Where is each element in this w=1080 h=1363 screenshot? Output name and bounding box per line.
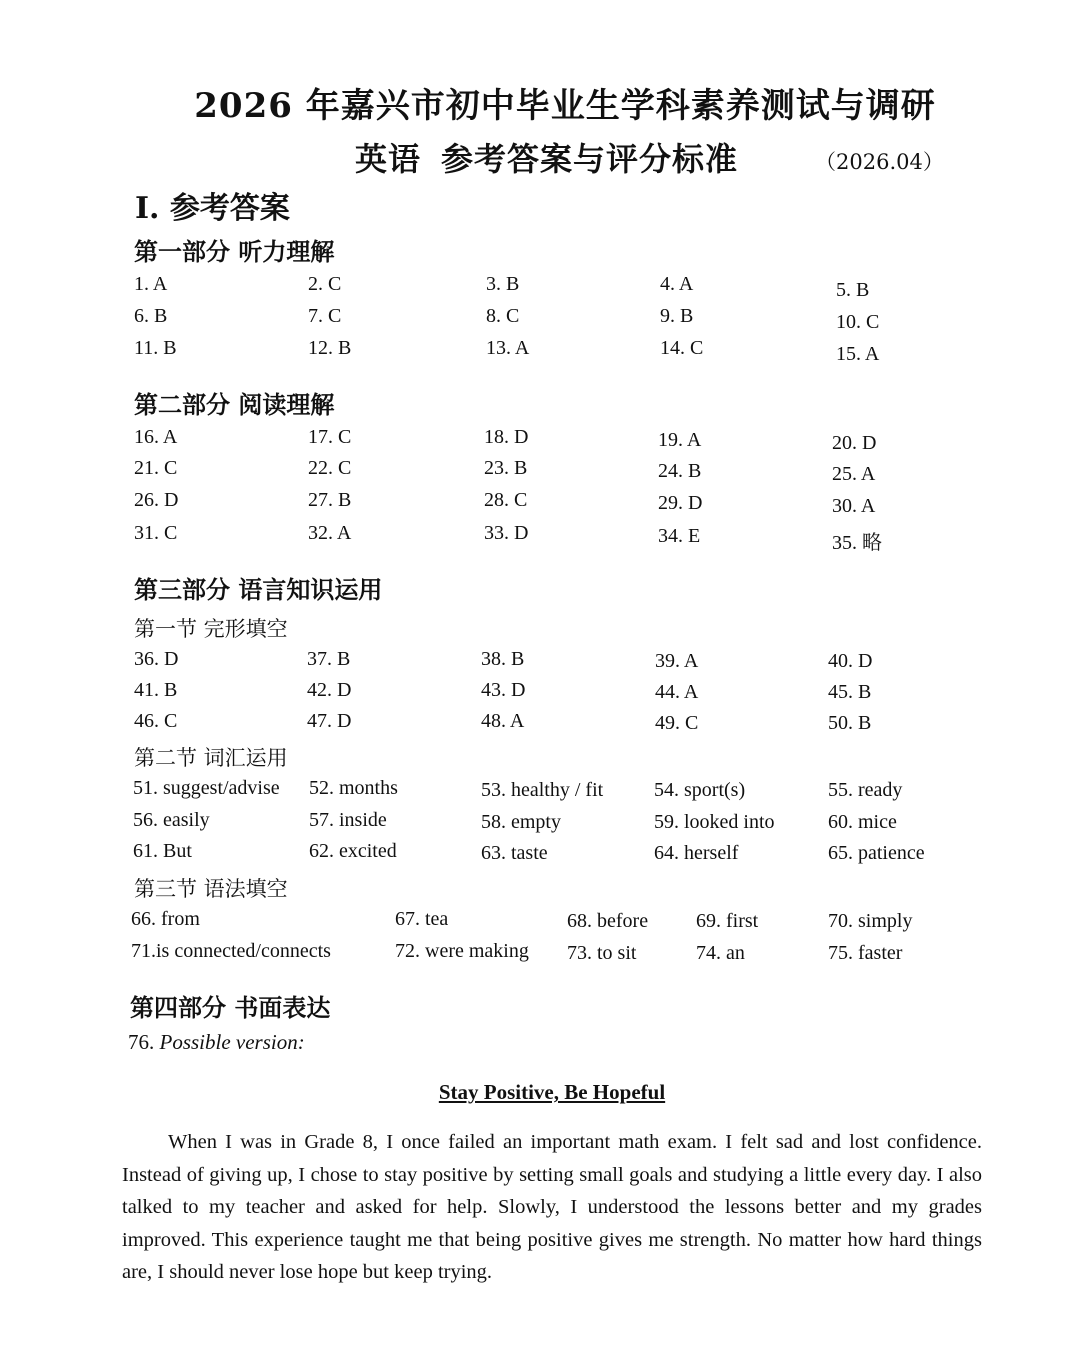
answer-item: 32. A xyxy=(308,522,352,544)
answer-row xyxy=(0,305,1080,335)
answer-row xyxy=(0,809,1080,839)
answer-item: 47. D xyxy=(307,710,352,732)
answer-item: 68. before xyxy=(567,910,649,932)
part3-section2-title: 第二节 词汇运用 xyxy=(134,746,288,770)
answer-item: 29. D xyxy=(658,492,703,514)
answer-row xyxy=(0,940,1080,970)
answer-item: 58. empty xyxy=(481,811,561,833)
answer-item: 4. A xyxy=(660,273,694,295)
answer-item: 54. sport(s) xyxy=(654,779,746,801)
part3-title: 第三部分 语言知识运用 xyxy=(134,575,383,604)
section-heading: I. 参考答案 xyxy=(135,191,290,226)
answer-item: 33. D xyxy=(484,522,529,544)
answer-item: 70. simply xyxy=(828,910,913,932)
answer-item: 17. C xyxy=(308,426,352,448)
answer-item: 7. C xyxy=(308,305,342,327)
subtitle-subject: 英语 xyxy=(355,140,422,178)
answer-item: 69. first xyxy=(696,910,759,932)
answer-item: 62. excited xyxy=(309,840,397,862)
answer-item: 31. C xyxy=(134,522,178,544)
answer-item: 74. an xyxy=(696,942,745,964)
answer-row xyxy=(0,522,1080,552)
question-76-label xyxy=(128,1030,305,1055)
answer-item: 1. A xyxy=(134,273,168,295)
answer-item: 19. A xyxy=(658,429,702,451)
answer-item: 12. B xyxy=(308,337,352,359)
answer-item: 5. B xyxy=(836,279,870,301)
answer-item: 46. C xyxy=(134,710,178,732)
answer-item: 26. D xyxy=(134,489,179,511)
answer-item: 61. But xyxy=(133,840,192,862)
part2-title: 第二部分 阅读理解 xyxy=(134,390,335,419)
answer-item: 40. D xyxy=(828,650,873,672)
answer-item: 10. C xyxy=(836,311,880,333)
answer-item: 50. B xyxy=(828,712,872,734)
answer-item: 64. herself xyxy=(654,842,739,864)
answer-item: 39. A xyxy=(655,650,699,672)
answer-item: 49. C xyxy=(655,712,699,734)
answer-row xyxy=(0,337,1080,367)
answer-item: 43. D xyxy=(481,679,526,701)
answer-row xyxy=(0,426,1080,456)
answer-row xyxy=(0,908,1080,938)
exam-date: （2026.04） xyxy=(815,150,944,174)
answer-item: 55. ready xyxy=(828,779,903,801)
answer-item: 57. inside xyxy=(309,809,387,831)
page-title: 2026 年嘉兴市初中毕业生学科素养测试与调研 xyxy=(194,86,936,126)
answer-item: 15. A xyxy=(836,343,880,365)
essay-body: When I was in Grade 8, I once failed an important math exam. I felt sad and lost confidence. Instead of giving up, I chose to stay positive by setting small goals and studying a little every day. I also talked to my teacher and asked for help. Slowly, I understood the lessons better and my grades improved. This experience taught me that being positive gives me strength. No matter how hard things are, I should never lose hope but keep trying. xyxy=(122,1131,982,1284)
answer-item: 14. C xyxy=(660,337,704,359)
answer-item: 59. looked into xyxy=(654,811,775,833)
answer-item: 52. months xyxy=(309,777,398,799)
subtitle-rest: 参考答案与评分标准 xyxy=(441,140,739,178)
answer-item: 38. B xyxy=(481,648,525,670)
part3-section1-title: 第一节 完形填空 xyxy=(134,617,288,641)
answer-item: 23. B xyxy=(484,457,528,479)
answer-row xyxy=(0,273,1080,303)
answer-item: 34. E xyxy=(658,525,701,547)
possible-version-label: Possible version: xyxy=(159,1030,305,1054)
question-number: 76. xyxy=(128,1030,155,1054)
answer-item: 21. C xyxy=(134,457,178,479)
answer-row xyxy=(0,710,1080,740)
answer-item: 73. to sit xyxy=(567,942,637,964)
answer-item: 41. B xyxy=(134,679,178,701)
answer-item: 9. B xyxy=(660,305,694,327)
answer-row xyxy=(0,777,1080,807)
answer-item: 35. 略 xyxy=(832,532,882,554)
part1-title: 第一部分 听力理解 xyxy=(134,237,335,266)
answer-item: 65. patience xyxy=(828,842,925,864)
answer-item: 16. A xyxy=(134,426,178,448)
answer-item: 67. tea xyxy=(395,908,449,930)
answer-item: 24. B xyxy=(658,460,702,482)
answer-row xyxy=(0,648,1080,678)
answer-row xyxy=(0,489,1080,519)
answer-item: 3. B xyxy=(486,273,520,295)
answer-item: 72. were making xyxy=(395,940,529,962)
answer-item: 6. B xyxy=(134,305,168,327)
answer-item: 2. C xyxy=(308,273,342,295)
answer-item: 37. B xyxy=(307,648,351,670)
answer-item: 53. healthy / fit xyxy=(481,779,604,801)
answer-item: 48. A xyxy=(481,710,525,732)
answer-item: 18. D xyxy=(484,426,529,448)
answer-item: 11. B xyxy=(134,337,177,359)
answer-item: 42. D xyxy=(307,679,352,701)
answer-item: 45. B xyxy=(828,681,872,703)
answer-item: 71.is connected/connects xyxy=(131,940,331,962)
answer-item: 63. taste xyxy=(481,842,548,864)
answer-item: 60. mice xyxy=(828,811,897,833)
answer-item: 8. C xyxy=(486,305,520,327)
answer-item: 30. A xyxy=(832,495,876,517)
answer-item: 20. D xyxy=(832,432,877,454)
answer-row xyxy=(0,457,1080,487)
answer-item: 66. from xyxy=(131,908,200,930)
answer-row xyxy=(0,840,1080,870)
answer-item: 28. C xyxy=(484,489,528,511)
page-subtitle xyxy=(355,134,738,180)
answer-item: 44. A xyxy=(655,681,699,703)
answer-row xyxy=(0,679,1080,709)
answer-item: 75. faster xyxy=(828,942,903,964)
answer-item: 51. suggest/advise xyxy=(133,777,280,799)
answer-item: 25. A xyxy=(832,463,876,485)
answer-item: 22. C xyxy=(308,457,352,479)
essay-title: Stay Positive, Be Hopeful xyxy=(438,1080,666,1104)
answer-item: 13. A xyxy=(486,337,530,359)
answer-item: 36. D xyxy=(134,648,179,670)
part3-section3-title: 第三节 语法填空 xyxy=(134,877,288,901)
part4-title: 第四部分 书面表达 xyxy=(130,993,331,1022)
answer-item: 56. easily xyxy=(133,809,210,831)
answer-item: 27. B xyxy=(308,489,352,511)
